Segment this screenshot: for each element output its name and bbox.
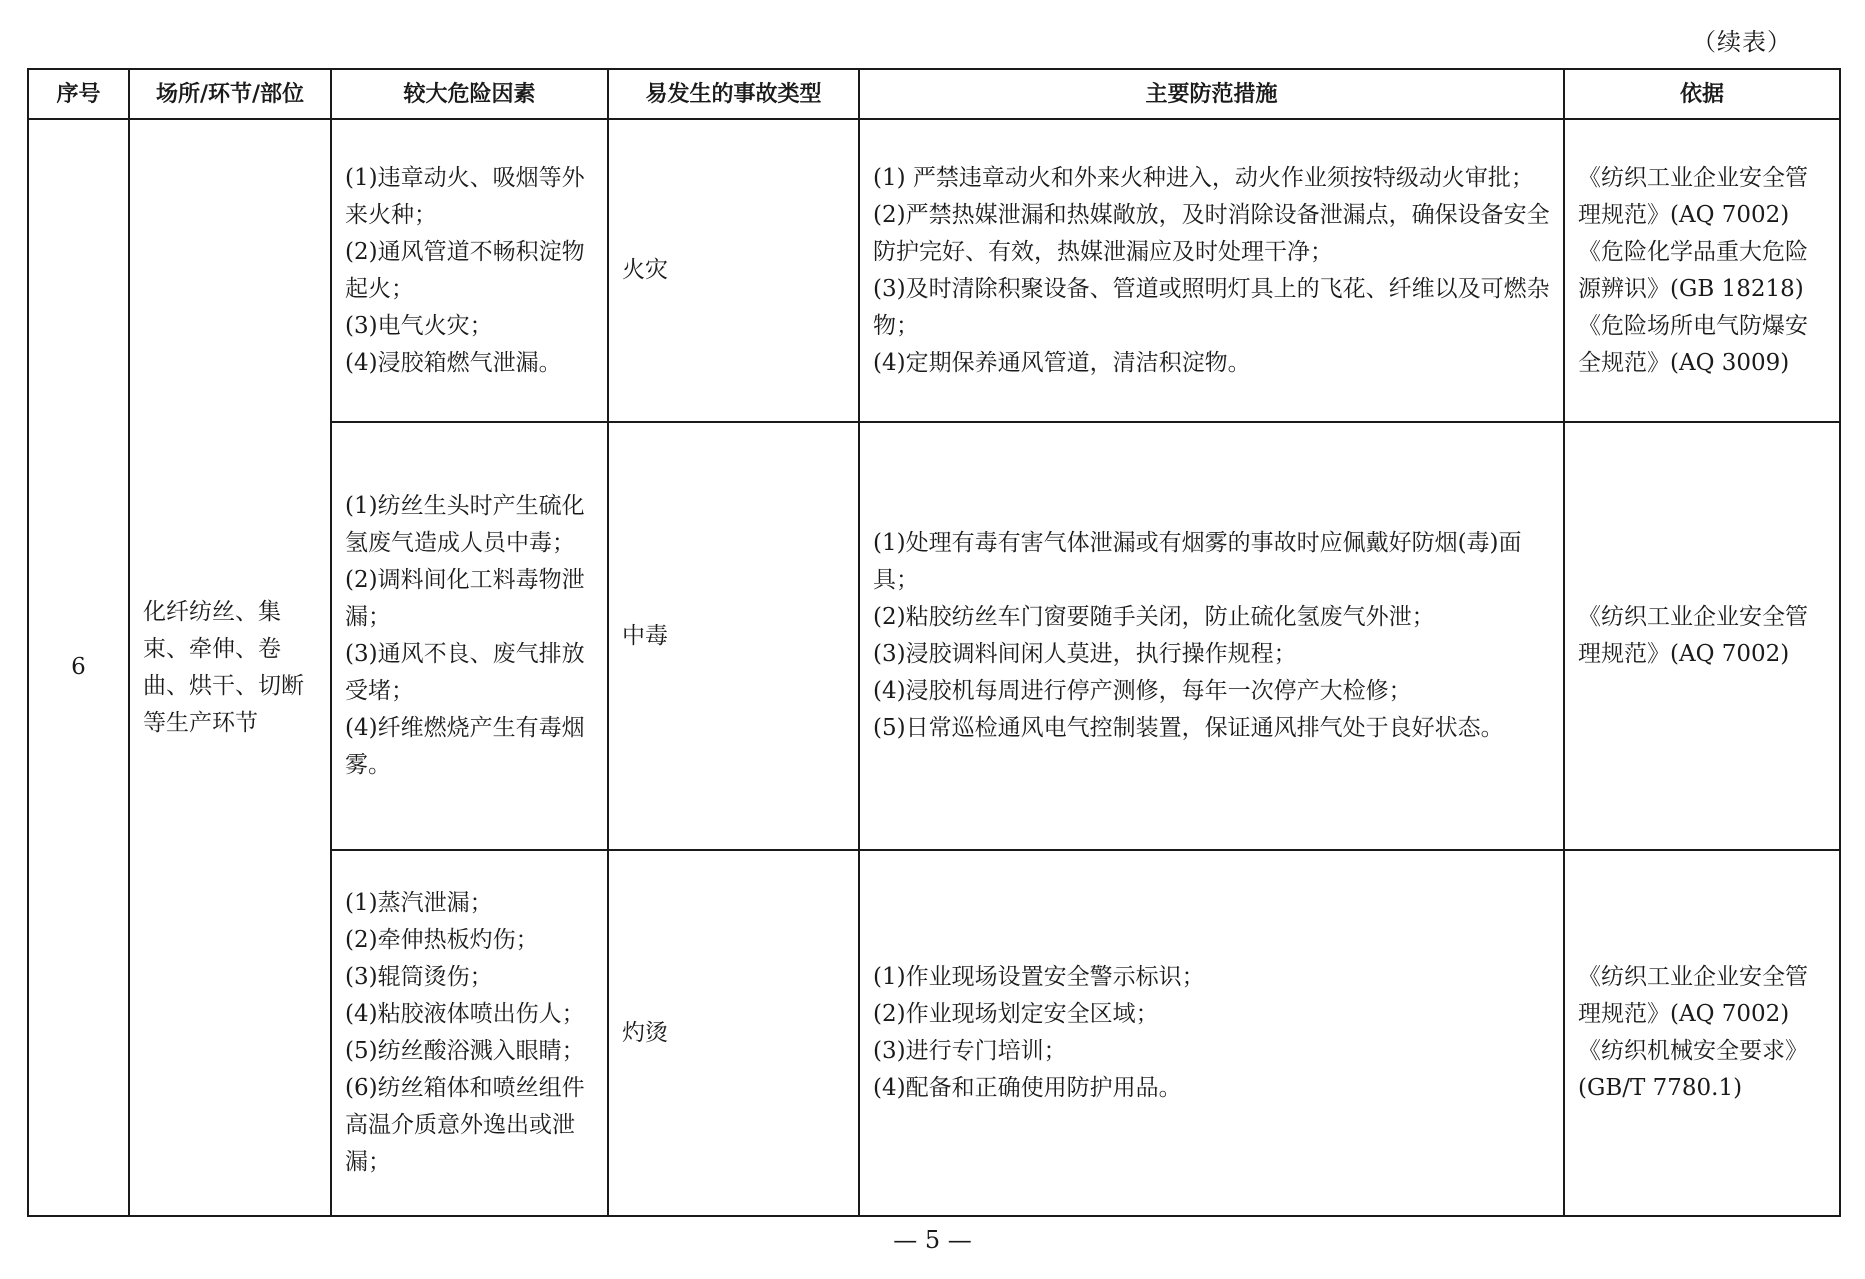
measure-item: (4)浸胶机每周进行停产测修，每年一次停产大检修；: [873, 678, 1412, 704]
location-cell: 化纤纺丝、集束、牵伸、卷曲、烘干、切断等生产环节: [129, 119, 331, 1216]
measures-cell: [859, 850, 1564, 1216]
basis-item: 《危险场所电气防爆安全规范》(AQ 3009): [1578, 312, 1808, 376]
measures-cell: [859, 422, 1564, 850]
hazards-cell: [331, 119, 608, 422]
hazard-item: (1)纺丝生头时产生硫化氢废气造成人员中毒；: [345, 493, 585, 556]
header-row: [28, 69, 1840, 119]
hazard-item: (3)电气火灾；: [345, 312, 493, 339]
basis-item: 《纺织工业企业安全管理规范》(AQ 7002): [1578, 164, 1808, 228]
hazard-item: (6)纺丝箱体和喷丝组件高温介质意外逸出或泄漏；: [345, 1075, 585, 1175]
basis-item: 《危险化学品重大危险源辨识》(GB 18218): [1578, 238, 1808, 302]
hazard-item: (4)浸胶箱燃气泄漏。: [345, 349, 562, 376]
measure-item: (5)日常巡检通风电气控制装置，保证通风排气处于良好状态。: [873, 715, 1504, 741]
header-hazards: 较大危险因素: [331, 69, 608, 119]
measure-item: (3)浸胶调料间闲人莫进，执行操作规程；: [873, 641, 1297, 667]
table-row: [28, 119, 1840, 422]
measure-item: (2)粘胶纺丝车门窗要随手关闭，防止硫化氢废气外泄；: [873, 604, 1435, 630]
measure-item: (1)作业现场设置安全警示标识；: [873, 964, 1205, 990]
hazard-item: (5)纺丝酸浴溅入眼睛；: [345, 1038, 585, 1064]
basis-item: 《纺织工业企业安全管理规范》(AQ 7002): [1578, 604, 1808, 667]
accident-type-cell: 火灾: [608, 119, 859, 422]
measure-item: (4)配备和正确使用防护用品。: [873, 1075, 1182, 1101]
measure-item: (1)处理有毒有害气体泄漏或有烟雾的事故时应佩戴好防烟(毒)面具；: [873, 530, 1522, 593]
header-measures: 主要防范措施: [859, 69, 1564, 119]
page-number: — 5 —: [893, 1226, 972, 1254]
hazard-item: (3)通风不良、废气排放受堵；: [345, 641, 585, 704]
measure-item: (3)及时清除积聚设备、管道或照明灯具上的飞花、纤维以及可燃杂物；: [873, 275, 1550, 339]
hazard-item: (3)辊筒烫伤；: [345, 964, 493, 990]
measures-cell: [859, 119, 1564, 422]
row-index: 6: [28, 119, 129, 1216]
measure-item: (3)进行专门培训；: [873, 1038, 1067, 1064]
hazard-item: (1)蒸汽泄漏；: [345, 890, 493, 916]
hazards-cell: [331, 850, 608, 1216]
basis-cell: [1564, 422, 1840, 850]
basis-item: 《纺织工业企业安全管理规范》(AQ 7002): [1578, 964, 1808, 1027]
hazard-item: (2)通风管道不畅积淀物起火；: [345, 238, 585, 302]
measure-item: (1) 严禁违章动火和外来火种进入，动火作业须按特级动火审批；: [873, 164, 1534, 191]
hazard-item: (2)调料间化工料毒物泄漏；: [345, 567, 585, 630]
hazard-item: (4)纤维燃烧产生有毒烟雾。: [345, 715, 585, 778]
accident-type-cell: 中毒: [608, 422, 859, 850]
basis-item: 《纺织机械安全要求》(GB/T 7780.1): [1578, 1038, 1808, 1101]
risk-table: [27, 68, 1841, 1217]
basis-cell: [1564, 850, 1840, 1216]
header-accident-type: 易发生的事故类型: [608, 69, 859, 119]
header-basis: 依据: [1564, 69, 1840, 119]
hazard-item: (1)违章动火、吸烟等外来火种；: [345, 164, 585, 228]
header-location: 场所/环节/部位: [129, 69, 331, 119]
measure-item: (2)严禁热媒泄漏和热媒敞放，及时消除设备泄漏点，确保设备安全防护完好、有效，热媒泄漏应及时处理干净；: [873, 201, 1550, 265]
hazard-item: (2)牵伸热板灼伤；: [345, 927, 539, 953]
measure-item: (4)定期保养通风管道，清洁积淀物。: [873, 349, 1251, 376]
header-index: 序号: [28, 69, 129, 119]
basis-cell: [1564, 119, 1840, 422]
continued-label: （续表）: [1692, 28, 1792, 56]
accident-type-cell: 灼烫: [608, 850, 859, 1216]
hazards-cell: [331, 422, 608, 850]
hazard-item: (4)粘胶液体喷出伤人；: [345, 1001, 585, 1027]
measure-item: (2)作业现场划定安全区域；: [873, 1001, 1159, 1027]
